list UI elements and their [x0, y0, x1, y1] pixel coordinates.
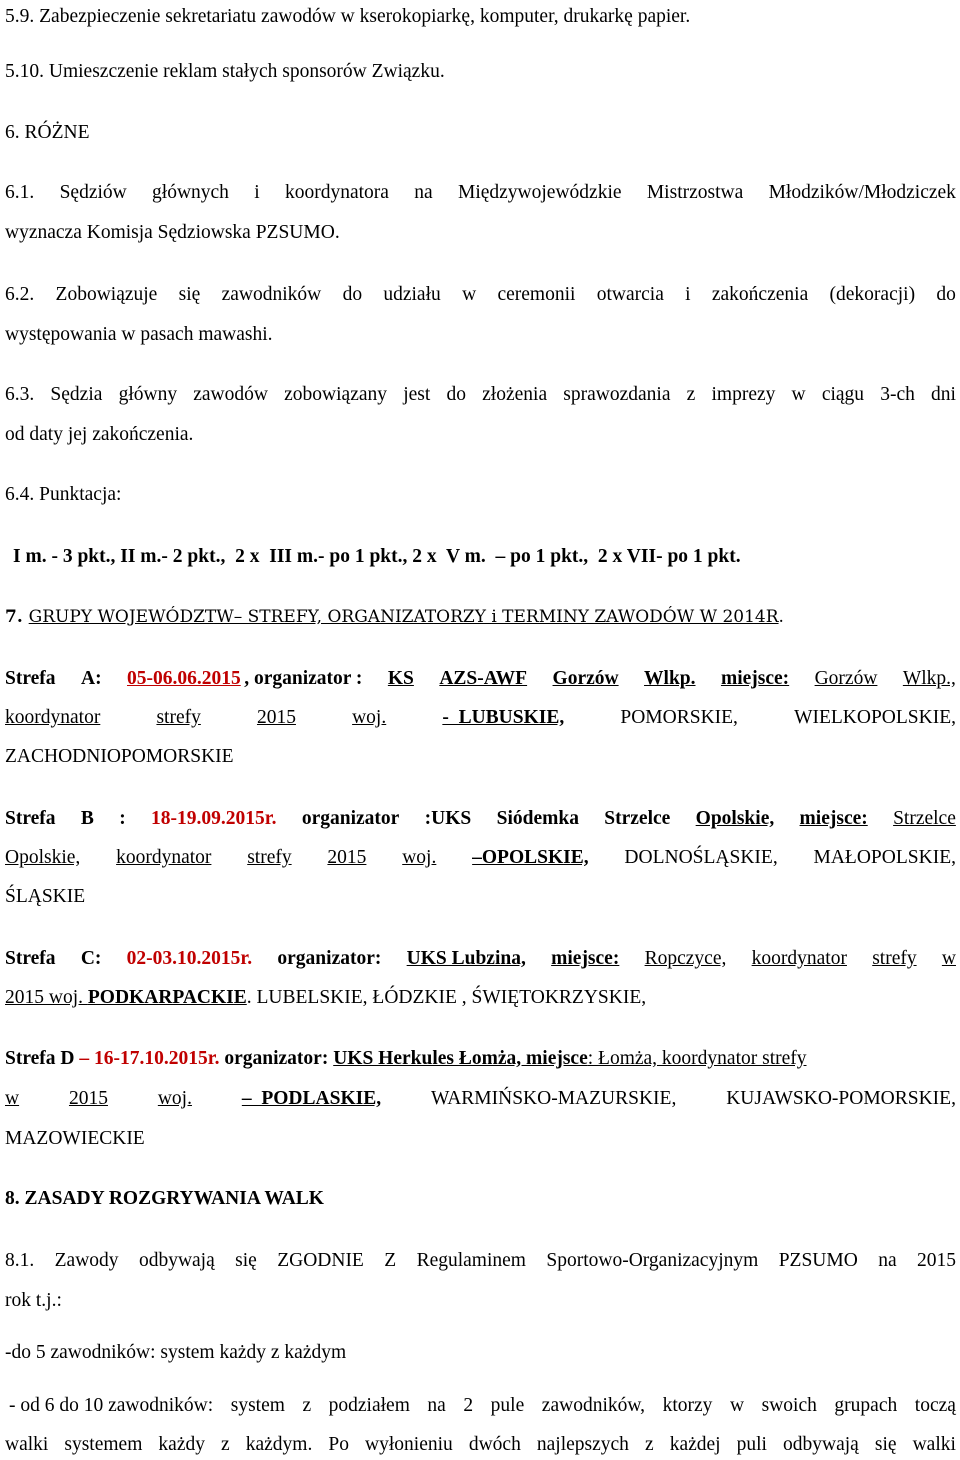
zone-d-line2	[5, 1086, 956, 1112]
word: w	[5, 1088, 20, 1109]
paragraph-6-1-line1	[5, 180, 956, 206]
word: z	[686, 384, 696, 405]
word: Sportowo-Organizacyjnym	[546, 1250, 759, 1271]
word: miejsce:	[799, 808, 868, 829]
word: na	[414, 182, 433, 203]
word: strefy	[247, 847, 292, 868]
word: Gorzów	[814, 668, 878, 689]
word: w	[791, 384, 806, 405]
word: 2015 woj.	[5, 987, 88, 1008]
word: odbywają	[138, 1250, 215, 1271]
word: MAŁOPOLSKIE,	[813, 847, 956, 868]
word: każdej	[669, 1434, 721, 1455]
word: zobowiązany	[284, 384, 388, 405]
word: koordynator	[116, 847, 212, 868]
word: KS	[387, 668, 414, 689]
word: organizator	[301, 808, 400, 829]
zone-b-line3: ŚLĄSKIE	[5, 886, 86, 907]
section-heading-7	[5, 604, 784, 630]
word: Strefa D	[5, 1048, 75, 1069]
word: z	[644, 1434, 654, 1455]
paragraph-6-2-line2: występowania w pasach mawashi.	[5, 324, 273, 345]
word: walki	[912, 1434, 956, 1455]
word: Strzelce	[604, 808, 671, 829]
word: woj.	[352, 707, 387, 728]
section-title-end: .	[778, 607, 784, 627]
word: strefy	[156, 707, 201, 728]
section-heading-8: 8. ZASADY ROZGRYWANIA WALK	[5, 1188, 324, 1209]
word: organizator:	[277, 948, 382, 969]
zone-date: 05-06.06.2015	[127, 668, 241, 689]
rule-up-to-5: -do 5 zawodników: system każdy z każdym	[5, 1342, 347, 1363]
word: Z	[384, 1250, 397, 1271]
word: każdy	[158, 1434, 205, 1455]
word: najlepszych	[536, 1434, 629, 1455]
word: PZSUMO	[778, 1250, 858, 1271]
word: z	[221, 1434, 230, 1455]
word: system	[230, 1395, 285, 1416]
zone-a-line1	[5, 666, 956, 692]
word: i	[685, 284, 691, 305]
word: ceremonii	[497, 284, 576, 305]
word: zawodników	[221, 284, 322, 305]
word: w	[729, 1395, 745, 1416]
paragraph-5-9: 5.9. Zabezpieczenie sekretariatu zawodów w kserokopiarkę, komputer, drukarkę papier.	[5, 6, 691, 27]
word: puli	[736, 1434, 767, 1455]
word: 2015	[68, 1088, 108, 1109]
word: A:	[80, 668, 102, 689]
word: –OPOLSKIE,	[472, 847, 589, 868]
word: Międzywojewódzkie	[457, 182, 622, 203]
word: złożenia	[482, 384, 548, 405]
word: dni	[931, 384, 956, 405]
word: jest	[403, 384, 431, 405]
word: :	[119, 808, 126, 829]
word: 6.3.	[5, 384, 35, 405]
word: ciągu	[821, 384, 865, 405]
word: się	[874, 1434, 897, 1455]
word: UKS Lubzina,	[406, 948, 526, 969]
word: Po	[328, 1434, 349, 1455]
paragraph-5-10: 5.10. Umieszczenie reklam stałych sponsorów Związku.	[5, 61, 445, 82]
word: Sędzia	[50, 384, 103, 405]
word: 2015	[256, 707, 296, 728]
word: na	[878, 1250, 897, 1271]
word: Strzelce	[893, 808, 956, 829]
word: Siódemka	[496, 808, 579, 829]
word: w	[941, 948, 956, 969]
zone-a-line2	[5, 705, 956, 731]
word: 2015	[327, 847, 367, 868]
word: swoich	[761, 1395, 817, 1416]
word: każdym.	[245, 1434, 313, 1455]
word: 2	[463, 1395, 474, 1416]
word: - od 6 do 10 zawodników:	[9, 1395, 214, 1416]
word: do	[936, 284, 956, 305]
zone-date: 18-19.09.2015r.	[151, 808, 277, 829]
zone-a-line3: ZACHODNIOPOMORSKIE	[5, 746, 234, 767]
word: do	[342, 284, 363, 305]
zone-c-line1	[5, 946, 956, 972]
word: PODKARPACKIE	[87, 987, 247, 1008]
word: –	[74, 1048, 94, 1069]
word: koordynator	[5, 707, 101, 728]
word: się	[178, 284, 201, 305]
word: udziału	[383, 284, 441, 305]
word: :UKS	[424, 808, 472, 829]
word: na	[427, 1395, 446, 1416]
word: wyłonieniu	[365, 1434, 453, 1455]
word: Strefa	[5, 808, 56, 829]
word: Ropczyce,	[644, 948, 727, 969]
word: otwarcia	[596, 284, 664, 305]
word: B	[80, 808, 94, 829]
word: grupach	[834, 1395, 898, 1416]
word: sprawozdania	[563, 384, 671, 405]
word: woj.	[157, 1088, 192, 1109]
zone-b-line1	[5, 806, 956, 832]
paragraph-6-3-line1	[5, 382, 956, 408]
zone-date: 16-17.10.2015r.	[94, 1048, 220, 1069]
paragraph-6-4: 6.4. Punktacja:	[5, 484, 122, 505]
zone-d-line1	[5, 1046, 807, 1072]
word: 8.1.	[5, 1250, 35, 1271]
word: główny	[118, 384, 178, 405]
paragraph-8-1-line1	[5, 1248, 956, 1274]
paragraph-8-1-line2: rok t.j.:	[5, 1290, 62, 1311]
word: toczą	[914, 1395, 956, 1416]
word: Regulaminem	[416, 1250, 526, 1271]
word: systemem	[64, 1434, 143, 1455]
word: strefy	[872, 948, 917, 969]
zone-d-line3: MAZOWIECKIE	[5, 1128, 145, 1149]
word: : Łomża, koordynator strefy	[587, 1048, 807, 1069]
word: i	[254, 182, 260, 203]
word: - LUBUSKIE,	[442, 707, 565, 728]
word: ZGODNIE	[277, 1250, 364, 1271]
word: , organizator :	[244, 668, 363, 689]
word: 2015	[916, 1250, 956, 1271]
word: się	[235, 1250, 257, 1271]
word: pule	[490, 1395, 525, 1416]
word: – PODLASKIE,	[241, 1088, 382, 1109]
word: Zobowiązuje	[55, 284, 158, 305]
word: KUJAWSKO-POMORSKIE,	[726, 1088, 956, 1109]
word: 6.1.	[5, 182, 35, 203]
rule-6-to-10-line2	[5, 1432, 956, 1458]
word: woj.	[402, 847, 437, 868]
word: Wlkp.,	[902, 668, 956, 689]
scoring-line: I m. - 3 pkt., II m.- 2 pkt., 2 x III m.- po 1 pkt., 2 x V m. – po 1 pkt., 2 x VII- po 1 pkt.	[13, 546, 741, 567]
word: Opolskie,	[695, 808, 775, 829]
section-number: 7.	[5, 607, 29, 627]
word: DOLNOŚLĄSKIE,	[624, 847, 778, 868]
word: koordynator	[751, 948, 847, 969]
zone-c-line2	[5, 985, 646, 1011]
word: do	[446, 384, 466, 405]
word: C:	[80, 948, 102, 969]
word: Strefa	[5, 668, 56, 689]
zone-date: 02-03.10.2015r.	[126, 948, 253, 969]
word: miejsce:	[720, 668, 790, 689]
word: Wlkp.	[644, 668, 696, 689]
word: Opolskie,	[5, 847, 81, 868]
word: imprezy	[711, 384, 776, 405]
word: Strefa	[5, 948, 56, 969]
word: organizator:	[219, 1048, 334, 1069]
zone-b-line2	[5, 845, 956, 871]
word: Zawody	[54, 1250, 119, 1271]
rule-6-to-10-line1	[9, 1393, 956, 1419]
word: WIELKOPOLSKIE,	[794, 707, 956, 728]
word: ktorzy	[662, 1395, 713, 1416]
word: zawodów	[193, 384, 268, 405]
word: podziałem	[328, 1395, 410, 1416]
section-heading-6: 6. RÓŻNE	[5, 122, 90, 143]
word: Mistrzostwa	[646, 182, 744, 203]
word: dwóch	[468, 1434, 521, 1455]
word: UKS Herkules Łomża, miejsce	[333, 1048, 588, 1069]
word: Gorzów	[552, 668, 619, 689]
word: Sędziów	[59, 182, 127, 203]
word: (dekoracji)	[829, 284, 916, 305]
word: Młodzików/Młodziczek	[768, 182, 956, 203]
paragraph-6-2-line1	[5, 282, 956, 308]
word: walki	[5, 1434, 49, 1455]
word: 3-ch	[880, 384, 915, 405]
word: POMORSKIE,	[620, 707, 738, 728]
word: WARMIŃSKO-MAZURSKIE,	[430, 1088, 677, 1109]
section-title: GRUPY WOJEWÓDZTW– STREFY, ORGANIZATORZY i TERMINY ZAWODÓW W 2014R	[28, 607, 779, 627]
word: z	[302, 1395, 312, 1416]
word: 6.2.	[5, 284, 35, 305]
word: AZS-AWF	[439, 668, 528, 689]
word: zawodników,	[541, 1395, 646, 1416]
word: miejsce:	[551, 948, 620, 969]
word: zakończenia	[711, 284, 809, 305]
paragraph-6-3-line2: od daty jej zakończenia.	[5, 424, 194, 445]
word: . LUBELSKIE, ŁÓDZKIE , ŚWIĘTOKRZYSKIE,	[246, 987, 647, 1008]
word: koordynatora	[284, 182, 389, 203]
paragraph-6-1-line2: wyznacza Komisja Sędziowska PZSUMO.	[5, 222, 340, 243]
word: odbywają	[783, 1434, 859, 1455]
word: w	[462, 284, 477, 305]
word: głównych	[152, 182, 229, 203]
